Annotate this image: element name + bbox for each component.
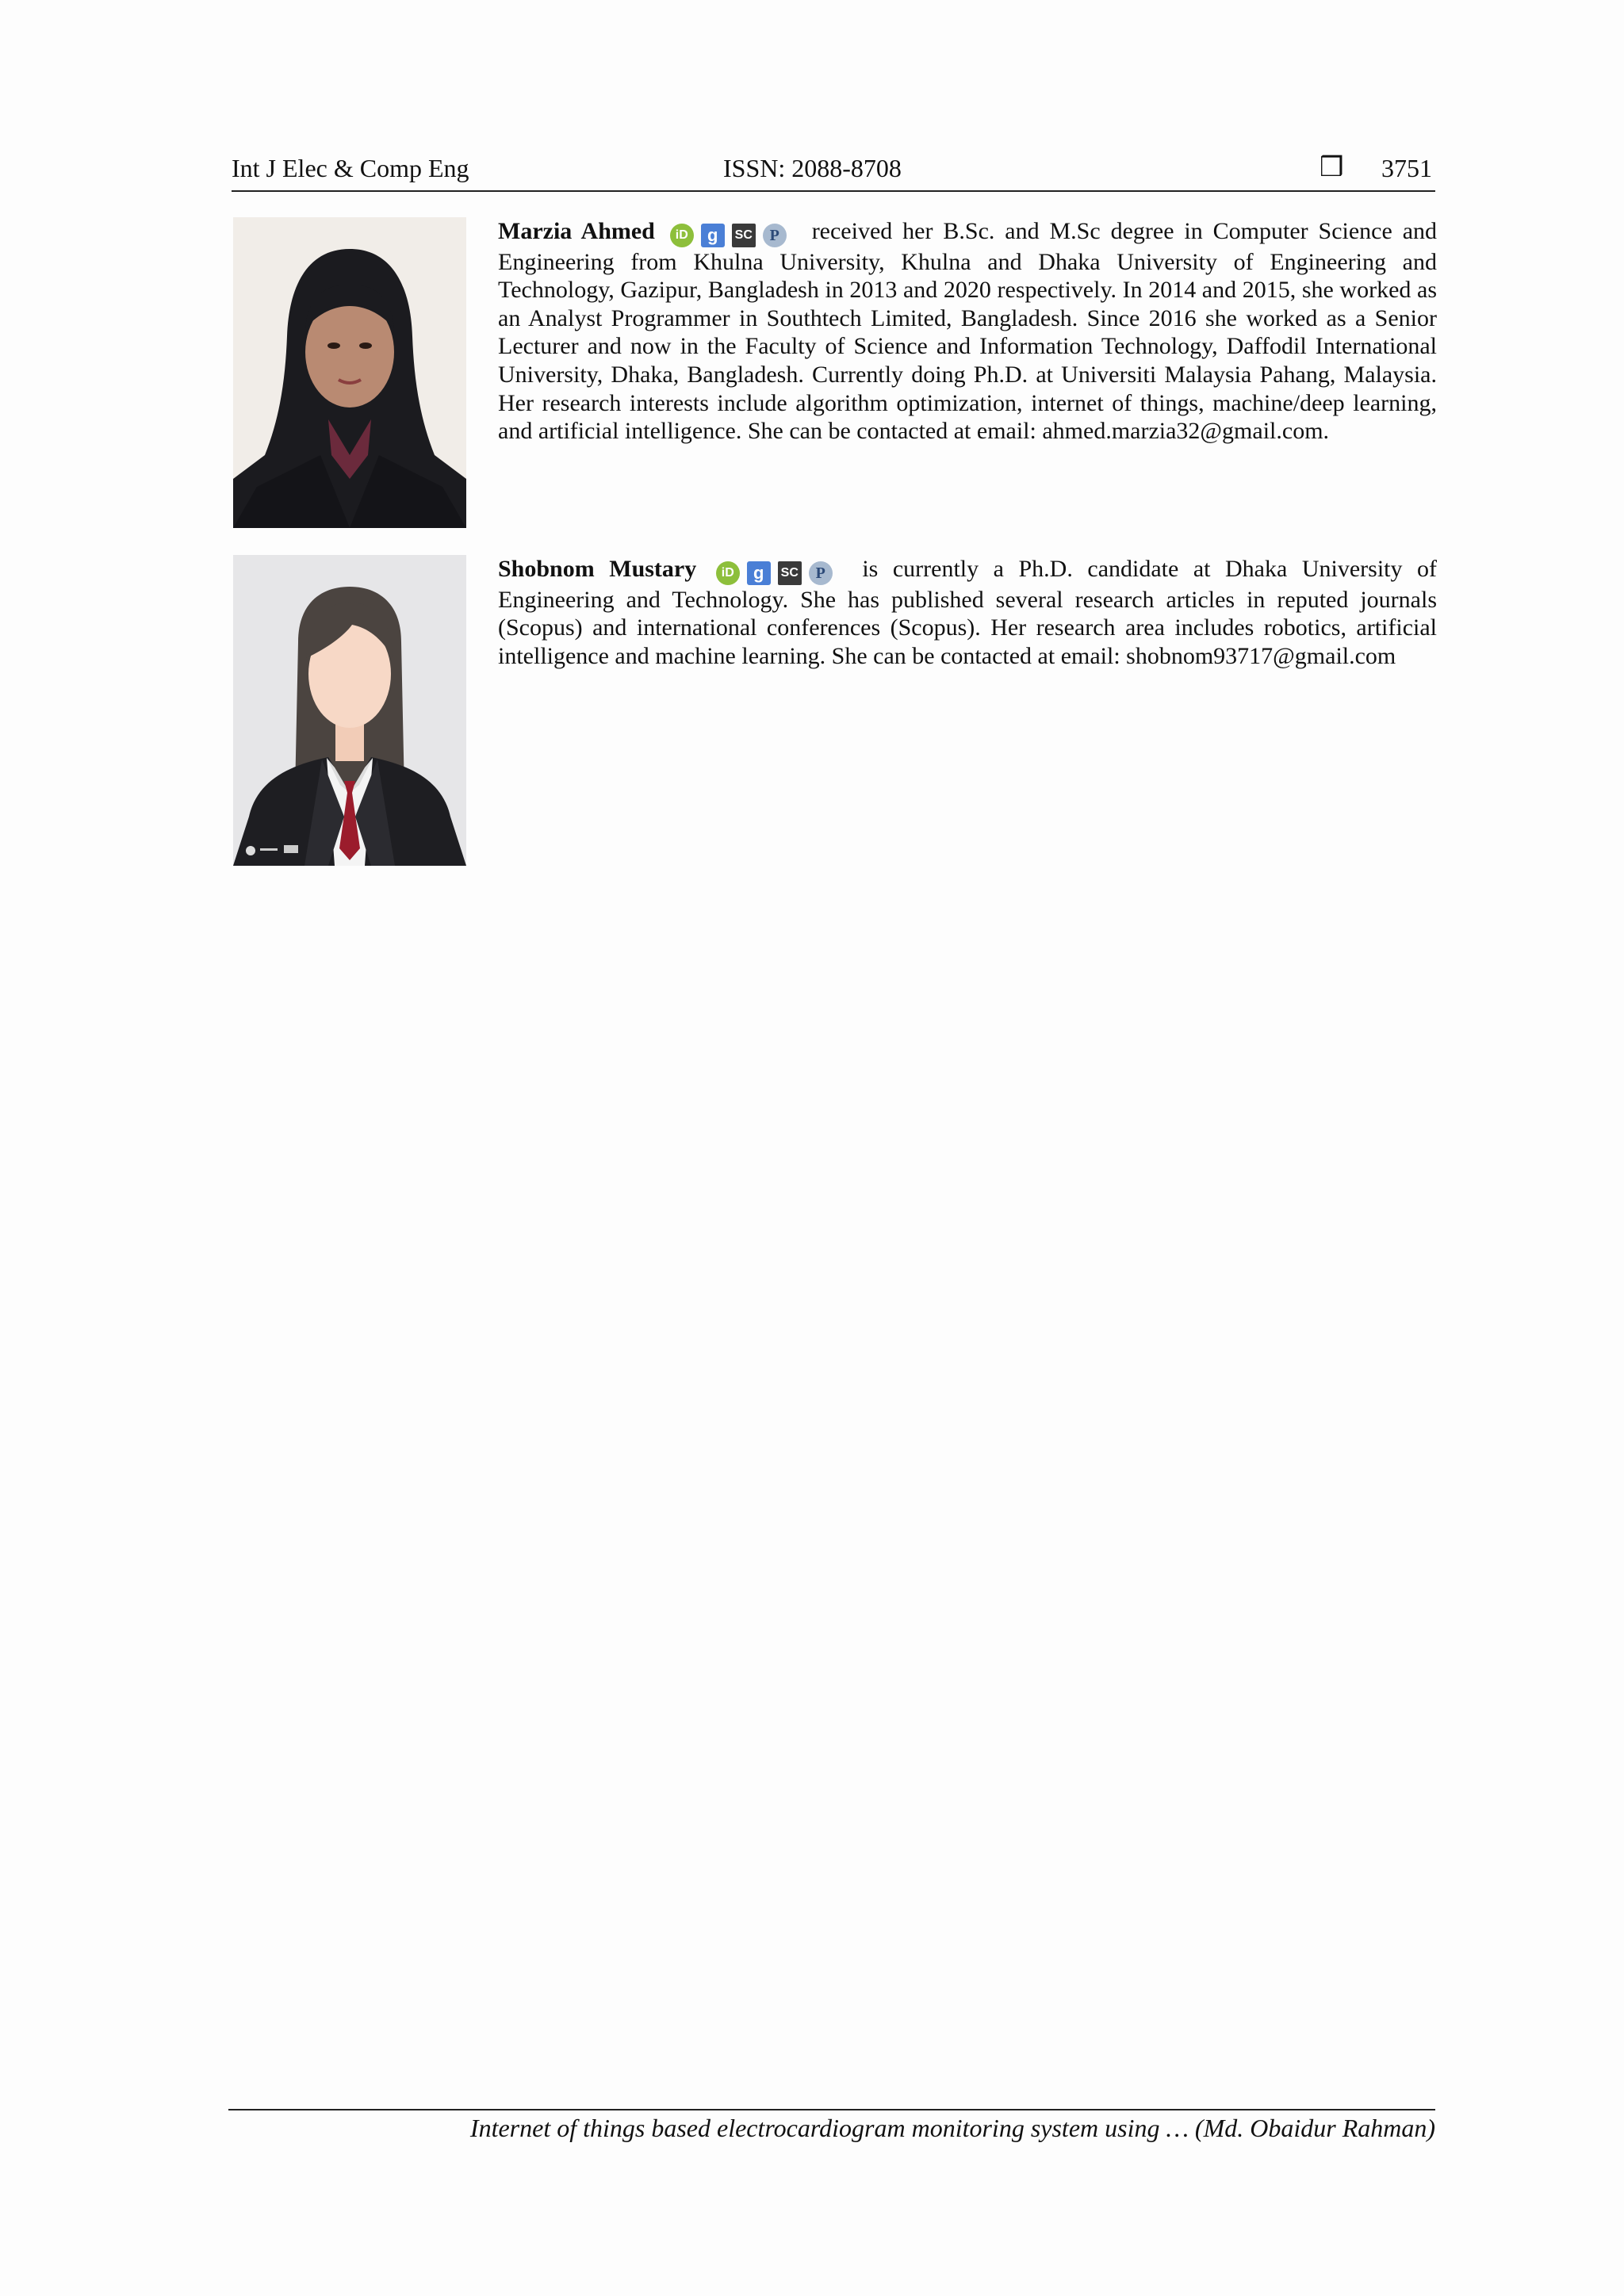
page-number: 3751 [1381,154,1432,182]
google-scholar-icon[interactable]: g [747,561,771,585]
author-avatar-illustration [233,555,466,866]
author-name: Shobnom Mustary [498,556,697,582]
profile-icons [670,220,794,248]
author-photo [233,555,466,866]
orcid-icon[interactable]: iD [716,561,740,585]
page-box-icon: ❒ [1320,153,1344,182]
journal-name: Int J Elec & Comp Eng [232,154,469,182]
author-name: Marzia Ahmed [498,218,655,244]
publons-icon[interactable]: P [809,561,833,585]
issn: ISSN: 2088-8708 [723,154,902,182]
profile-icons [716,557,840,586]
bio-text: received her B.Sc. and M.Sc degree in Computer Science and Engineering from Khulna University, Khulna and Dhaka University of Engineering and Technology, Gazipur, Bangladesh in 2013 and 2020 respectively. In 2014 and 2015, she worked as an Analyst Programmer in Southtech Limited, Bangladesh. Since 2016 she worked as a Senior Lecturer and now in the Faculty of Science and Information Technology, Daffodil International University, Dhaka, Bangladesh. Currently doing Ph.D. at Universiti Malaysia Pahang, Malaysia. Her research interests include algorithm optimization, internet of things, machine/deep learning, and artificial intelligence. She can be contacted at email: ahmed.marzia32@gmail.com. [498,218,1438,445]
running-header [232,152,1435,192]
google-scholar-icon[interactable]: g [701,224,725,247]
bio-paragraph [498,217,1437,446]
scopus-icon[interactable]: SC [732,224,756,247]
running-footer: Internet of things based electrocardiogram monitoring system using … (Md. Obaidur Rahman) [228,2109,1435,2143]
author-photo [233,217,466,528]
publons-icon[interactable]: P [763,224,787,247]
bio-paragraph [498,555,1437,670]
scopus-icon[interactable]: SC [778,561,802,585]
orcid-icon[interactable]: iD [670,224,694,247]
author-photo-portrait [233,217,466,528]
bio-text: is currently a Ph.D. candidate at Dhaka University of Engineering and Technology. She has published several research articles in reputed journals (Scopus) and international conferences (Scopus). Her research area includes robotics, artificial intelligence and machine learning. She can be contacted at email: shobnom93717@gmail.com [498,556,1438,669]
